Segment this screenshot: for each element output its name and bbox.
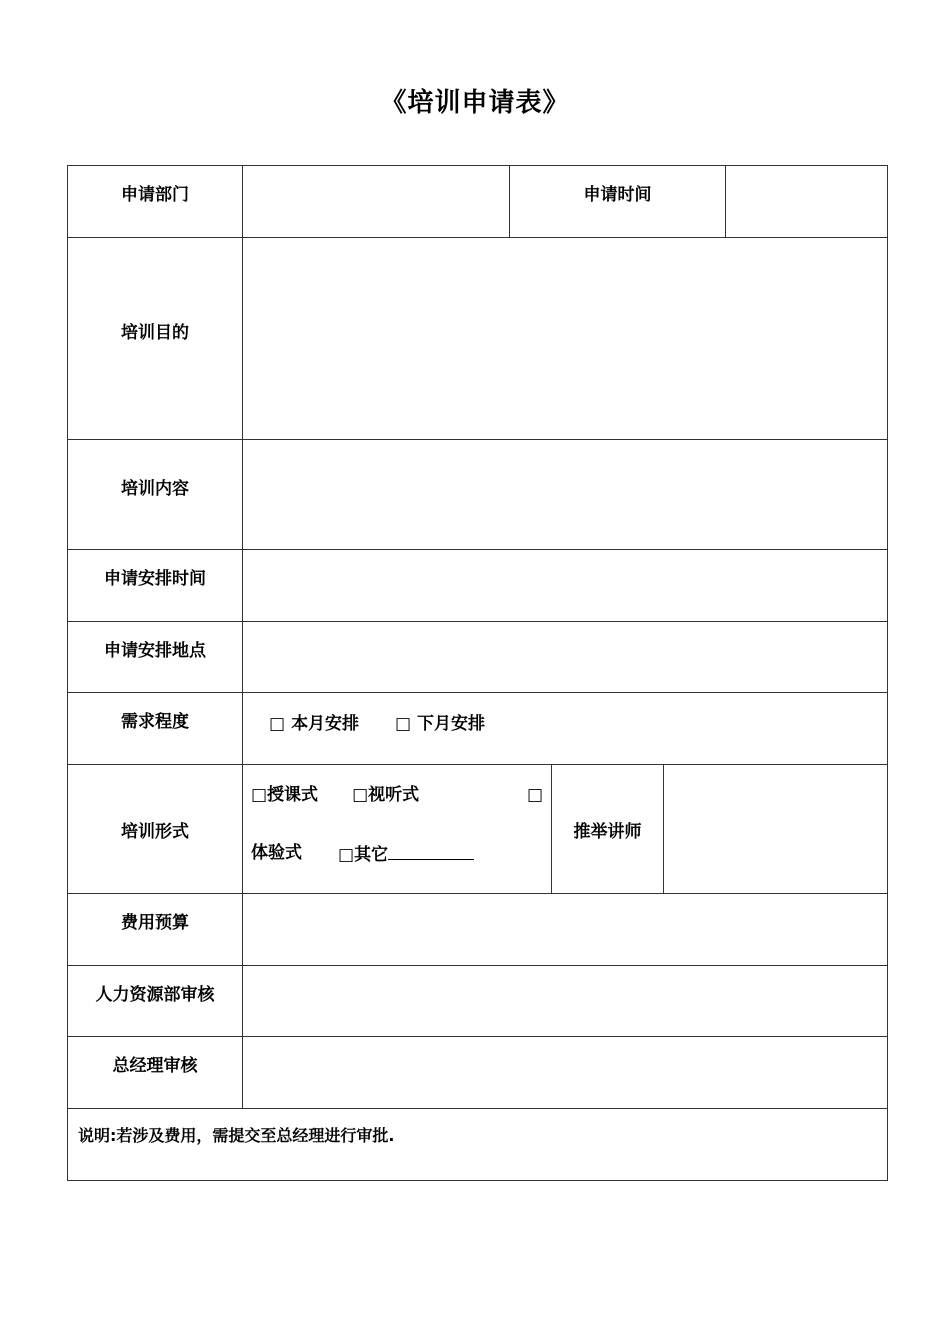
format-experiential-label: 体验式 bbox=[251, 843, 302, 863]
format-other-label: 其它 bbox=[354, 845, 389, 865]
format-options bbox=[243, 765, 552, 894]
row-content bbox=[68, 440, 888, 550]
trainer-field[interactable] bbox=[664, 765, 888, 894]
content-label: 培训内容 bbox=[68, 440, 243, 550]
row-schedule-time bbox=[68, 550, 888, 622]
department-field[interactable] bbox=[243, 166, 510, 238]
checkbox-icon[interactable]: □ bbox=[338, 845, 355, 865]
format-audiovisual-option[interactable] bbox=[352, 781, 419, 809]
row-purpose bbox=[68, 238, 888, 440]
row-budget bbox=[68, 894, 888, 966]
format-label: 培训形式 bbox=[68, 765, 243, 894]
checkbox-icon[interactable]: □ bbox=[251, 785, 268, 805]
budget-field[interactable] bbox=[243, 894, 888, 966]
page-title: 《培训申请表》 bbox=[380, 88, 570, 118]
checkbox-icon[interactable]: □ bbox=[394, 714, 412, 734]
gm-review-label: 总经理审核 bbox=[68, 1037, 243, 1109]
row-note bbox=[68, 1109, 888, 1181]
urgency-label: 需求程度 bbox=[68, 693, 243, 765]
checkbox-icon[interactable]: □ bbox=[352, 785, 369, 805]
row-hr-review bbox=[68, 966, 888, 1037]
purpose-field[interactable] bbox=[243, 238, 888, 440]
hr-review-field[interactable] bbox=[243, 966, 888, 1037]
content-field[interactable] bbox=[243, 440, 888, 550]
urgency-this-month-label: 本月安排 bbox=[291, 714, 360, 734]
row-format bbox=[68, 765, 888, 894]
apply-time-field[interactable] bbox=[726, 166, 888, 238]
gm-review-field[interactable] bbox=[243, 1037, 888, 1109]
format-audiovisual-label: 视听式 bbox=[368, 785, 420, 805]
urgency-this-month-option[interactable] bbox=[269, 709, 359, 734]
row-gm-review bbox=[68, 1037, 888, 1109]
schedule-time-field[interactable] bbox=[243, 550, 888, 622]
urgency-next-month-label: 下月安排 bbox=[417, 714, 486, 734]
trainer-label: 推举讲师 bbox=[552, 765, 664, 894]
apply-time-label: 申请时间 bbox=[510, 166, 726, 238]
budget-label: 费用预算 bbox=[68, 894, 243, 966]
checkbox-icon[interactable]: □ bbox=[269, 714, 286, 734]
urgency-next-month-option[interactable] bbox=[395, 709, 485, 734]
schedule-place-label: 申请安排地点 bbox=[68, 622, 243, 693]
form-note: 说明:若涉及费用，需提交至总经理进行审批. bbox=[68, 1109, 888, 1181]
row-urgency bbox=[68, 693, 888, 765]
purpose-label: 培训目的 bbox=[68, 238, 243, 440]
row-schedule-place bbox=[68, 622, 888, 693]
urgency-options bbox=[243, 693, 888, 765]
format-lecture-label: 授课式 bbox=[267, 785, 319, 805]
hr-review-label: 人力资源部审核 bbox=[68, 966, 243, 1037]
department-label: 申请部门 bbox=[68, 166, 243, 238]
schedule-place-field[interactable] bbox=[243, 622, 888, 693]
format-lecture-option[interactable] bbox=[251, 781, 318, 809]
checkbox-icon[interactable]: □ bbox=[526, 785, 543, 805]
training-application-form bbox=[67, 165, 888, 1181]
row-department bbox=[68, 166, 888, 238]
format-other-option[interactable] bbox=[338, 839, 474, 869]
format-other-blank[interactable] bbox=[388, 839, 474, 860]
schedule-time-label: 申请安排时间 bbox=[68, 550, 243, 622]
